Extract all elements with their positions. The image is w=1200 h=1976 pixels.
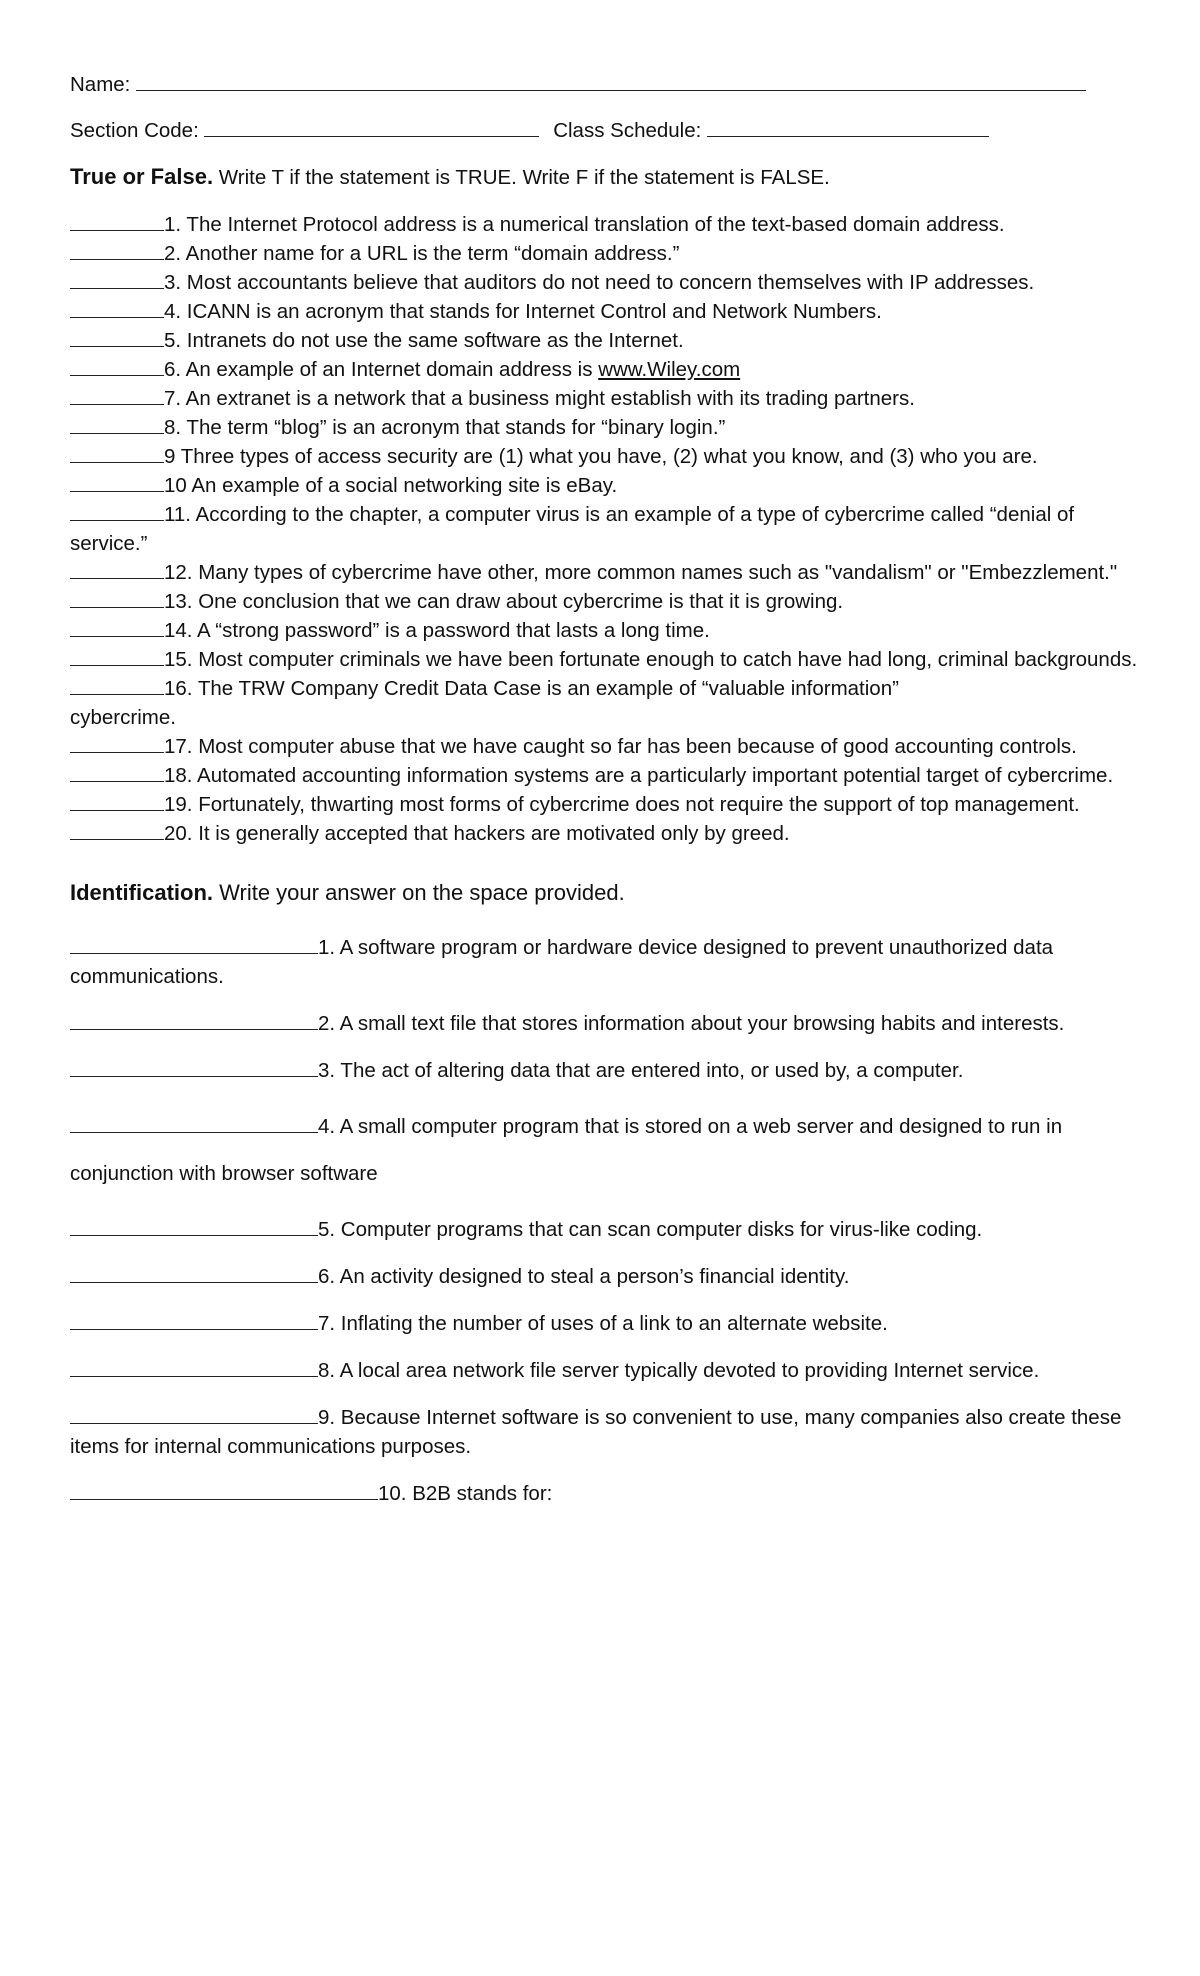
tf-item-16-continuation: cybercrime. (70, 706, 176, 729)
id-answer-line[interactable] (70, 1356, 318, 1377)
tf-answer-line[interactable] (70, 732, 164, 753)
section-code-label: Section Code: (70, 119, 199, 142)
tf-item-16 (70, 674, 1140, 732)
name-row (70, 70, 1140, 99)
tf-item-13 (70, 587, 1140, 616)
tf-item-text: 16. The TRW Company Credit Data Case is an example of “valuable information” (164, 677, 899, 700)
id-answer-line[interactable] (70, 1009, 318, 1030)
id-item-text: 7. Inflating the number of uses of a link to an alternate website. (318, 1312, 888, 1335)
id-item-5 (70, 1215, 1140, 1244)
section-code-answer-line[interactable] (204, 116, 539, 137)
true-false-title: True or False. (70, 164, 214, 189)
tf-item-text: 20. It is generally accepted that hackers are motivated only by greed. (164, 822, 790, 845)
identification-instructions: Write your answer on the space provided. (219, 880, 625, 905)
class-schedule-label: Class Schedule: (553, 119, 702, 142)
true-false-instructions: Write T if the statement is TRUE. Write F if the statement is FALSE. (218, 166, 830, 189)
tf-answer-line[interactable] (70, 790, 164, 811)
id-item-text: 1. A software program or hardware device designed to prevent unauthorized data communications. (70, 936, 1054, 988)
tf-answer-line[interactable] (70, 558, 164, 579)
section-row (70, 116, 1140, 145)
id-answer-line[interactable] (70, 1262, 318, 1283)
tf-item-text: 11. According to the chapter, a computer virus is an example of a type of cybercrime called “denial of service.” (70, 503, 1075, 555)
tf-item-4 (70, 297, 1140, 326)
id-answer-line[interactable] (70, 1403, 318, 1424)
tf-item-15 (70, 645, 1140, 674)
id-item-7 (70, 1309, 1140, 1338)
quiz-page (70, 70, 1140, 1526)
tf-answer-line[interactable] (70, 616, 164, 637)
id-answer-line[interactable] (70, 1309, 318, 1330)
id-item-3 (70, 1056, 1140, 1085)
tf-answer-line[interactable] (70, 355, 164, 376)
tf-answer-line[interactable] (70, 819, 164, 840)
class-schedule-answer-line[interactable] (707, 116, 989, 137)
wiley-link[interactable]: www.Wiley.com (598, 358, 741, 381)
tf-item-text: 13. One conclusion that we can draw about cybercrime is that it is growing. (164, 590, 844, 613)
tf-item-5 (70, 326, 1140, 355)
id-item-text: 10. B2B stands for: (378, 1482, 553, 1505)
tf-item-text: 19. Fortunately, thwarting most forms of cybercrime does not require the support of top management. (164, 793, 1080, 816)
tf-answer-line[interactable] (70, 674, 164, 695)
tf-item-12 (70, 558, 1140, 587)
id-item-text: 2. A small text file that stores information about your browsing habits and interests. (318, 1012, 1065, 1035)
tf-item-text: 9 Three types of access security are (1) what you have, (2) what you know, and (3) who you are. (164, 445, 1038, 468)
id-answer-line[interactable] (70, 1479, 378, 1500)
tf-item-11 (70, 500, 1140, 558)
tf-item-text: 2. Another name for a URL is the term “domain address.” (164, 242, 680, 265)
name-answer-line[interactable] (136, 70, 1086, 91)
tf-answer-line[interactable] (70, 761, 164, 782)
true-false-heading (70, 162, 1140, 192)
id-answer-line[interactable] (70, 1056, 318, 1077)
tf-answer-line[interactable] (70, 268, 164, 289)
tf-answer-line[interactable] (70, 587, 164, 608)
id-item-6 (70, 1262, 1140, 1291)
id-item-text: 9. Because Internet software is so convenient to use, many companies also create these items for internal communications purposes. (70, 1406, 1122, 1458)
id-item-8 (70, 1356, 1140, 1385)
tf-item-text: 15. Most computer criminals we have been fortunate enough to catch have had long, criminal backgrounds. (164, 648, 1138, 671)
id-item-text: 5. Computer programs that can scan computer disks for virus-like coding. (318, 1218, 983, 1241)
id-item-4 (70, 1103, 1140, 1197)
tf-item-3 (70, 268, 1140, 297)
id-answer-line[interactable] (70, 1112, 318, 1133)
tf-item-7 (70, 384, 1140, 413)
id-item-10 (70, 1479, 1140, 1508)
tf-answer-line[interactable] (70, 645, 164, 666)
tf-item-text: 8. The term “blog” is an acronym that stands for “binary login.” (164, 416, 726, 439)
tf-item-text: 6. An example of an Internet domain address is (164, 358, 599, 381)
tf-item-text: 10 An example of a social networking site is eBay. (164, 474, 618, 497)
tf-item-8 (70, 413, 1140, 442)
id-item-text: 6. An activity designed to steal a person’s financial identity. (318, 1265, 850, 1288)
tf-item-14 (70, 616, 1140, 645)
tf-item-6 (70, 355, 1140, 384)
tf-item-18 (70, 761, 1140, 790)
tf-item-20 (70, 819, 1140, 848)
id-item-text: 8. A local area network file server typically devoted to providing Internet service. (318, 1359, 1040, 1382)
identification-heading (70, 878, 1140, 907)
tf-item-text: 17. Most computer abuse that we have caught so far has been because of good accounting controls. (164, 735, 1077, 758)
name-label: Name: (70, 73, 131, 96)
true-false-list (70, 210, 1140, 848)
tf-item-2 (70, 239, 1140, 268)
tf-answer-line[interactable] (70, 413, 164, 434)
id-item-text: 3. The act of altering data that are entered into, or used by, a computer. (318, 1059, 964, 1082)
tf-item-text: 5. Intranets do not use the same software as the Internet. (164, 329, 684, 352)
tf-item-text: 4. ICANN is an acronym that stands for Internet Control and Network Numbers. (164, 300, 882, 323)
tf-answer-line[interactable] (70, 210, 164, 231)
tf-item-text: 3. Most accountants believe that auditors do not need to concern themselves with IP addresses. (164, 271, 1035, 294)
id-item-2 (70, 1009, 1140, 1038)
tf-answer-line[interactable] (70, 384, 164, 405)
id-item-1 (70, 933, 1140, 991)
id-answer-line[interactable] (70, 933, 318, 954)
tf-item-text: 1. The Internet Protocol address is a numerical translation of the text-based domain address. (164, 213, 1005, 236)
identification-list (70, 933, 1140, 1508)
id-item-9 (70, 1403, 1140, 1461)
id-item-text: 4. A small computer program that is stored on a web server and designed to run in conjunction with browser software (70, 1115, 1063, 1185)
tf-item-text: 12. Many types of cybercrime have other, more common names such as "vandalism" or "Embezzlement." (164, 561, 1118, 584)
tf-item-10 (70, 471, 1140, 500)
id-answer-line[interactable] (70, 1215, 318, 1236)
tf-item-19 (70, 790, 1140, 819)
tf-answer-line[interactable] (70, 297, 164, 318)
tf-item-9 (70, 442, 1140, 471)
tf-answer-line[interactable] (70, 471, 164, 492)
tf-answer-line[interactable] (70, 500, 164, 521)
tf-answer-line[interactable] (70, 442, 164, 463)
tf-item-text: 18. Automated accounting information systems are a particularly important potential target of cybercrime. (164, 764, 1114, 787)
tf-answer-line[interactable] (70, 326, 164, 347)
tf-item-text: 14. A “strong password” is a password that lasts a long time. (164, 619, 710, 642)
tf-item-text: 7. An extranet is a network that a business might establish with its trading partners. (164, 387, 915, 410)
tf-answer-line[interactable] (70, 239, 164, 260)
identification-title: Identification. (70, 880, 213, 905)
tf-item-1 (70, 210, 1140, 239)
tf-item-17 (70, 732, 1140, 761)
